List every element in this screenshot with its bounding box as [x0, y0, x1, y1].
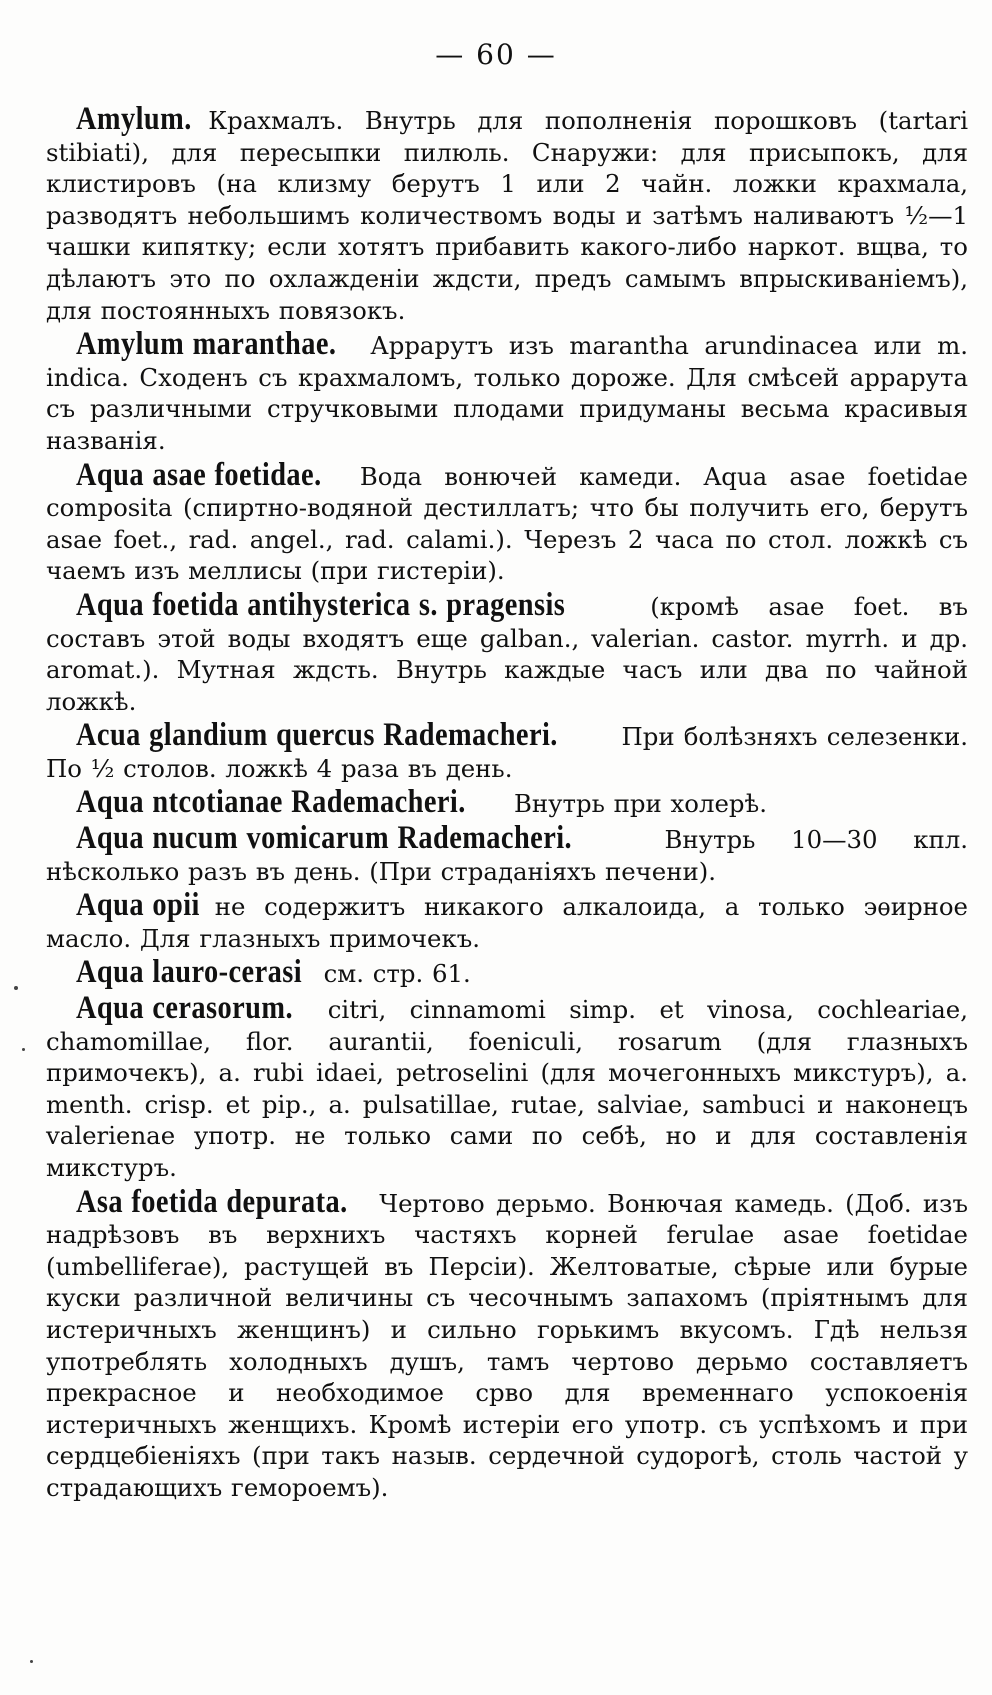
page-content: [46, 101, 969, 1507]
entry-text: citri, cinnamomi simp. et vinosa, cochleariae, chamomillae, flor. aurantii, foeniculi, rosarum (для глазныхъ примочекъ), a. rubi idaei, petroselini (для мочегонныхъ микстуръ), a. menth. crisp. et pip., a. pulsatillae, rutae, salviae, sambuci и наконецъ valerienae употр. не только сами по себѣ, но и для составленія микстуръ.: [46, 995, 968, 1182]
entry-aqua-nucum-vomicarum: [46, 820, 968, 887]
entry-text: Внутрь 10—30 кпл. нѣсколько разъ въ день. (При страданіяхъ печени).: [46, 825, 968, 886]
entry-aqua-opii: [46, 887, 968, 954]
entry-heading: Aqua lauro-cerasi: [76, 954, 303, 991]
ink-speck: [14, 986, 18, 990]
entry-heading: Aqua opii: [76, 887, 200, 924]
entry-text: не содержитъ никакого алкалоида, а только эѳирное масло. Для глазныхъ примочекъ.: [46, 892, 968, 953]
entry-heading: Amylum maranthae.: [76, 326, 337, 363]
entry-heading: Aqua ntcotianae Rademacheri.: [76, 784, 466, 821]
entry-amylum: [46, 101, 968, 326]
entry-aqua-nicotianae: [46, 784, 968, 821]
entry-heading: Asa foetida depurata.: [76, 1183, 348, 1220]
entry-text: (кромѣ asae foet. въ составъ этой воды входятъ еще galban., valerian. castor. myrrh. и др. aromat.). Мутная ждсть. Внутрь каждые часъ или два по чайной ложкѣ.: [46, 591, 968, 716]
entry-heading: Aqua asae foetidae.: [76, 456, 322, 493]
entry-text: см. стр. 61.: [323, 959, 471, 989]
page-number: — 60 —: [435, 38, 557, 71]
entry-text: Вода вонючей камеди. Aqua asae foetidae composita (спиртно-водяной дестиллатъ; что бы получить его, берутъ asae foet., rad. angel., rad. calami.). Черезъ 2 часа по стол. ложкѣ съ чаемъ изъ меллисы (при гистеріи).: [46, 461, 968, 586]
entry-amylum-maranthae: [46, 326, 968, 456]
entry-aqua-cerasorum: [46, 990, 968, 1184]
entry-text: Крахмалъ. Внутрь для пополненія порошковъ (tartari stibiati), для пересыпки пилюль. Снаружи: для присыпокъ, для клистировъ (на клизму берутъ 1 или 2 чайн. ложки крахмала, разводятъ небольшимъ количествомъ воды и затѣмъ наливаютъ ½—1 чашки кипятку; если хотятъ прибавить какого-либо наркот. вщва, то дѣлаютъ это по охлажденіи ждсти, предъ самымъ впрыскиваніемъ), для постоянныхъ повязокъ.: [46, 106, 968, 325]
entry-heading: Aqua foetida antihysterica s. pragensis: [76, 586, 566, 623]
ink-speck: [22, 1048, 25, 1051]
entry-aqua-foetida-antihysterica: [46, 586, 968, 717]
entry-text: Аррарутъ изъ marantha arundinacea или m. indica. Сходенъ съ крахмаломъ, только дороже. Для смѣсей аррарута съ различными стручковыми плодами придуманы весьма красивыя названія.: [46, 331, 968, 455]
entry-text: Чертово дерьмо. Вонючая камедь. (Доб. изъ надрѣзовъ въ верхнихъ частяхъ корней ferulae asae foetidae (umbelliferae), растущей въ Персіи). Желтоватые, сѣрые или бурые куски различной величины съ чесочнымъ запахомъ (пріятнымъ для истеричныхъ женщинъ) и сильно горькимъ вкусомъ. Гдѣ нельзя употреблять холодныхъ душъ, тамъ чертово дерьмо составляетъ прекрасное и необходимое срво для временнаго успокоенія истеричныхъ женщихъ. Кромѣ истеріи его употр. съ успѣхомъ и при сердцебіеніяхъ (при такъ назыв. сердечной судорогѣ, столь частой у страдающихъ гемороемъ).: [46, 1188, 969, 1502]
entry-heading: Aqua cerasorum.: [76, 990, 293, 1027]
entry-text: При болѣзняхъ селезенки. По ½ столов. ложкѣ 4 раза въ день.: [46, 722, 968, 783]
entry-asa-foetida-depurata: [46, 1183, 969, 1504]
ink-speck: [30, 1660, 33, 1663]
entry-aqua-lauro-cerasi: [46, 954, 968, 991]
entry-aqua-asae-foetidae: [46, 456, 968, 587]
entry-heading: Aqua nucum vomicarum Rademacheri.: [76, 820, 573, 857]
entry-acua-glandium-quercus: [46, 717, 968, 784]
entry-heading: Acua glandium quercus Rademacheri.: [76, 717, 558, 754]
entry-heading: Amylum.: [76, 101, 192, 137]
entry-text: Внутрь при холерѣ.: [513, 789, 767, 819]
